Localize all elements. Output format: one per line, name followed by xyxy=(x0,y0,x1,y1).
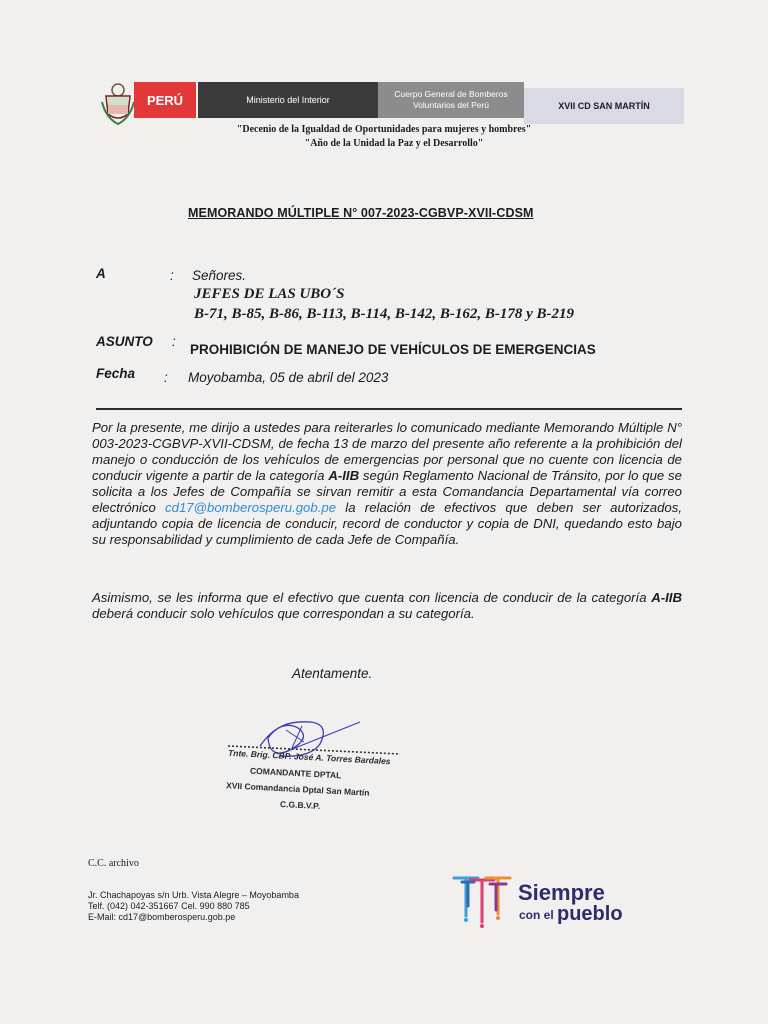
email-link[interactable]: cd17@bomberosperu.gob.pe xyxy=(165,500,337,515)
signatory-role: COMANDANTE DPTAL xyxy=(249,765,342,781)
body-p1-category: A-IIB xyxy=(328,468,360,483)
asunto-colon: : xyxy=(172,334,176,349)
cgbvp-box xyxy=(378,82,524,118)
recipients-title: JEFES DE LAS UBO´S xyxy=(194,286,345,302)
signatory-name: Tnte. Brig. CBP. José A. Torres Bardales xyxy=(227,747,391,767)
cgbvp-label-line2: Voluntarios del Perú xyxy=(412,100,490,110)
divider-line xyxy=(96,408,682,410)
body-p1-part3: la relación de efectivos que deben ser autorizados, adjuntando copia de licencia de conducir, record de conductor y copia de DNI, quedando esto bajo su responsabilidad y cumplimiento de cada Jefe de Compañía. xyxy=(92,500,682,547)
siempre-con-el-pueblo-logo-icon xyxy=(448,870,518,940)
footer-email: E-Mail: cd17@bomberosperu.gob.pe xyxy=(88,912,236,922)
recipient-units: B-71, B-85, B-86, B-113, B-114, B-142, B-162, B-178 y B-219 xyxy=(194,306,575,322)
fecha-colon: : xyxy=(164,370,168,385)
peru-coat-of-arms-icon xyxy=(98,80,138,128)
body-paragraph-2 xyxy=(92,590,682,622)
peru-label: PERÚ xyxy=(146,92,184,108)
fecha-label: Fecha xyxy=(96,366,136,381)
body-p1-part1: Por la presente, me dirijo a ustedes para reiterarles lo comunicado mediante Memorando Múltiple N° 003-2023-CGBVP-XVII-CDSM, de fecha 13 de marzo del presente año referente a la prohibición del manejo o conducción de los vehículos de emergencias por personal que no cuente con licencia de conducir vigente a partir de la categoría xyxy=(92,420,682,483)
logo-word-pueblo: pueblo xyxy=(557,903,623,925)
signatory-unit: XVII Comandancia Dptal San Martín xyxy=(225,780,370,798)
a-colon: : xyxy=(170,268,174,283)
asunto-text: PROHIBICIÓN DE MANEJO DE VEHÍCULOS DE EMERGENCIAS xyxy=(190,342,596,357)
footer-phone: Telf. (042) 042-351667 Cel. 990 880 785 xyxy=(88,901,250,911)
body-p2-part1: Asimismo, se les informa que el efectivo que cuenta con licencia de conducir de la categoría xyxy=(92,590,652,605)
anio-motto: "Año de la Unidad la Paz y el Desarrollo" xyxy=(304,138,484,149)
body-p2-part2: deberá conducir solo vehículos que correspondan a su categoría. xyxy=(92,606,475,621)
cd-box xyxy=(524,88,684,124)
footer-address: Jr. Chachapoyas s/n Urb. Vista Alegre – Moyobamba xyxy=(88,890,299,900)
logo-word-siempre: Siempre xyxy=(518,880,605,905)
ministry-box xyxy=(198,82,378,118)
body-p2-category: A-IIB xyxy=(651,590,682,605)
fecha-text: Moyobamba, 05 de abril del 2023 xyxy=(188,370,389,385)
asunto-label: ASUNTO xyxy=(96,334,153,349)
memo-title: MEMORANDO MÚLTIPLE N° 007-2023-CGBVP-XVII-CDSM xyxy=(188,206,534,220)
logo-word-con-el: con el xyxy=(519,908,554,922)
recipients-greeting: Señores. xyxy=(192,268,247,283)
body-paragraph-1 xyxy=(92,420,682,548)
cc-archive: C.C. archivo xyxy=(88,858,139,869)
body-p1-part2: según Reglamento Nacional de Tránsito, por lo que se solicita a los Jefes de Compañía se sirvan remitir a esta Comandancia Departamental vía correo electrónico xyxy=(92,468,682,515)
a-label: A xyxy=(96,266,106,281)
closing-text: Atentamente. xyxy=(292,666,373,681)
ministry-label: Ministerio del Interior xyxy=(246,95,330,105)
signatory-org: C.G.B.V.P. xyxy=(279,798,321,812)
cd-label: XVII CD SAN MARTÍN xyxy=(558,101,650,111)
cgbvp-label-line1: Cuerpo General de Bomberos xyxy=(394,89,508,99)
letterhead-banner xyxy=(98,80,686,128)
peru-brand-box xyxy=(134,82,196,118)
decenio-motto: "Decenio de la Igualdad de Oportunidades para mujeres y hombres" xyxy=(236,124,532,135)
